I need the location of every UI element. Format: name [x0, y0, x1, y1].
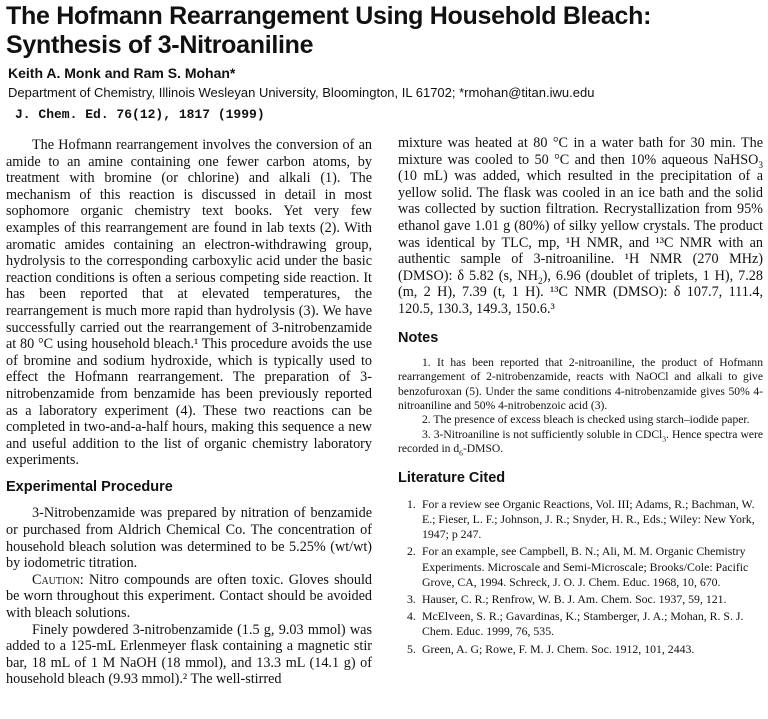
- continuation-part-a: mixture was heated at 80 °C in a water bath for 30 min. The mixture was cooled to 50 °C and then 10% aqueous NaHSO: [398, 135, 763, 168]
- reference-number: 5.: [407, 641, 416, 656]
- reference-item: [398, 609, 763, 639]
- reference-text: For a review see Organic Reactions, Vol. III; Adams, R.; Bachman, W. E.; Fieser, L. F.; Johnson, J. R.; Snyder, H. R., Eds.; Wiley: New York, 1947; p 247.: [422, 496, 755, 542]
- continuation-part-e: ), 6.96 (doublet of triplets, 1 H), 7.28 (m, 2 H), 7.39 (t, 1 H). ¹³C NMR (DMSO): δ 107.7, 111.4, 120.5, 130.3, 149.3, 150.6.³: [398, 267, 763, 317]
- note-3-sub: 3: [662, 433, 667, 443]
- reference-text: McElveen, S. R.; Gavardinas, K.; Stamberger, J. A.; Mohan, R. S. J. Chem. Educ. 1999, 76, 535.: [422, 609, 744, 639]
- experimental-paragraph-3: Finely powdered 3-nitrobenzamide (1.5 g, 9.03 mmol) was added to a 125-mL Erlenmeyer flask containing a magnetic stir bar, 18 mL of 1 M NaOH (18 mmol), and 13.3 mL (14.1 g) of household bleach (9.93 mmol).² The well-stirred: [6, 621, 372, 688]
- reference-item: [398, 592, 763, 607]
- affiliation: Department of Chemistry, Illinois Wesleyan University, Bloomington, IL 61702; *rmohan@titan.iwu.edu: [8, 85, 595, 100]
- note-3-part-a: 3. 3-Nitroaniline is not sufficiently soluble in CDCl: [422, 427, 663, 441]
- note-2: 2. The presence of excess bleach is checked using starch–iodide paper.: [422, 413, 750, 427]
- article-title: [6, 2, 766, 60]
- reference-number: 1.: [407, 496, 416, 511]
- journal-citation: J. Chem. Ed. 76(12), 1817 (1999): [15, 107, 265, 122]
- reference-text: Hauser, C. R.; Renfrow, W. B. J. Am. Chem. Soc. 1937, 59, 121.: [422, 592, 727, 607]
- reference-item: [398, 642, 763, 657]
- experimental-continuation: [398, 135, 763, 318]
- reference-text: For an example, see Campbell, B. N.; Ali, M. M. Organic Chemistry Experiments. Microscale and Semi-Microscale; Brooks/Cole: Pacific Grove, CA, 1994. Schreck, J. O. J. Chem. Educ. 1968, 10, 670.: [422, 544, 749, 589]
- authors: Keith A. Monk and Ram S. Mohan*: [8, 65, 236, 81]
- notes-list: [398, 356, 763, 456]
- note-3-sub-d: 6: [459, 448, 463, 458]
- note-3: [398, 428, 763, 457]
- notes-heading: Notes: [398, 329, 439, 346]
- left-column: [6, 137, 372, 688]
- reference-text: Green, A. G; Rowe, F. M. J. Chem. Soc. 1912, 101, 2443.: [422, 641, 695, 656]
- right-column: [398, 135, 763, 659]
- subscript-2: 2: [538, 275, 543, 286]
- title-line-1: The Hofmann Rearrangement Using Household Bleach:: [6, 2, 652, 30]
- reference-number: 4.: [407, 609, 416, 624]
- experimental-heading: Experimental Procedure: [6, 478, 173, 495]
- reference-item: [398, 544, 763, 590]
- reference-number: 2.: [407, 544, 416, 559]
- note-3-part-c: . Hence spectra were recorded in d: [398, 427, 763, 455]
- note-3-part-e: -DMSO.: [462, 441, 504, 455]
- experimental-paragraph-1: 3-Nitrobenzamide was prepared by nitration of benzamide or purchased from Aldrich Chemical Co. The concentration of household bleach solution was determined to be 5.25% (wt/wt) by iodometric titration.: [6, 505, 372, 572]
- caution-label: Caution:: [32, 571, 84, 588]
- reference-number: 3.: [407, 592, 416, 607]
- intro-paragraph: The Hofmann rearrangement involves the conversion of an amide to an amine containing one fewer carbon atoms, by treatment with bromine (or chlorine) and alkali (1). The mechanism of this reaction is discussed in detail in most sophomore organic chemistry text books. Yet very few examples of this rearrangement are found in lab texts (2). With aromatic amides containing an electron-withdrawing group, hydrolysis to the corresponding carboxylic acid under the basic reaction conditions is often a serious competing side reaction. It has been reported that at elevated temperatures, the rearrangement is much more rapid than hydrolysis (3). We have successfully carried out the rearrangement of 3-nitrobenzamide at 80 °C using household bleach.¹ This procedure avoids the use of bromine and sodium hydroxide, which is typically used to effect the Hofmann rearrangement. The preparation of 3-nitrobenzamide from benzamide has been previously reported as a laboratory experiment (4). These two reactions can be completed in two-and-a-half hours, making this sequence a new and useful addition to the list of organic chemistry laboratory experiments.: [6, 137, 372, 469]
- literature-heading: Literature Cited: [398, 470, 506, 487]
- note-1: 1. It has been reported that 2-nitroaniline, the product of Hofmann rearrangement of 2-nitrobenzamide, reacts with NaOCl and alkali to give benzofuroxan (5). Under the same conditions 4-nitrobenzamide gives 50% 4-nitroaniline and 50% 4-nitrobenzoic acid (3).: [398, 356, 763, 413]
- reference-item: [398, 497, 763, 543]
- caution-paragraph: [6, 572, 372, 622]
- continuation-part-c: (10 mL) was added, which resulted in the precipitation of a yellow solid. The flask was cooled in an ice bath and the solid was collected by suction filtration. Recrystallization from 95% ethanol gave 1.01 g (80%) of silky yellow crystals. The product was identical by TLC, mp, ¹H NMR, and ¹³C NMR with an authentic sample of 3-nitroaniline. ¹H NMR (270 MHz) (DMSO): δ 5.82 (s, NH: [398, 168, 763, 284]
- title-line-2: Synthesis of 3-Nitroaniline: [6, 31, 314, 59]
- caution-text: Nitro compounds are often toxic. Gloves should be worn throughout this experiment. Contact should be avoided with bleach solutions.: [6, 571, 372, 622]
- subscript-3: 3: [758, 159, 763, 170]
- reference-list: [398, 497, 763, 657]
